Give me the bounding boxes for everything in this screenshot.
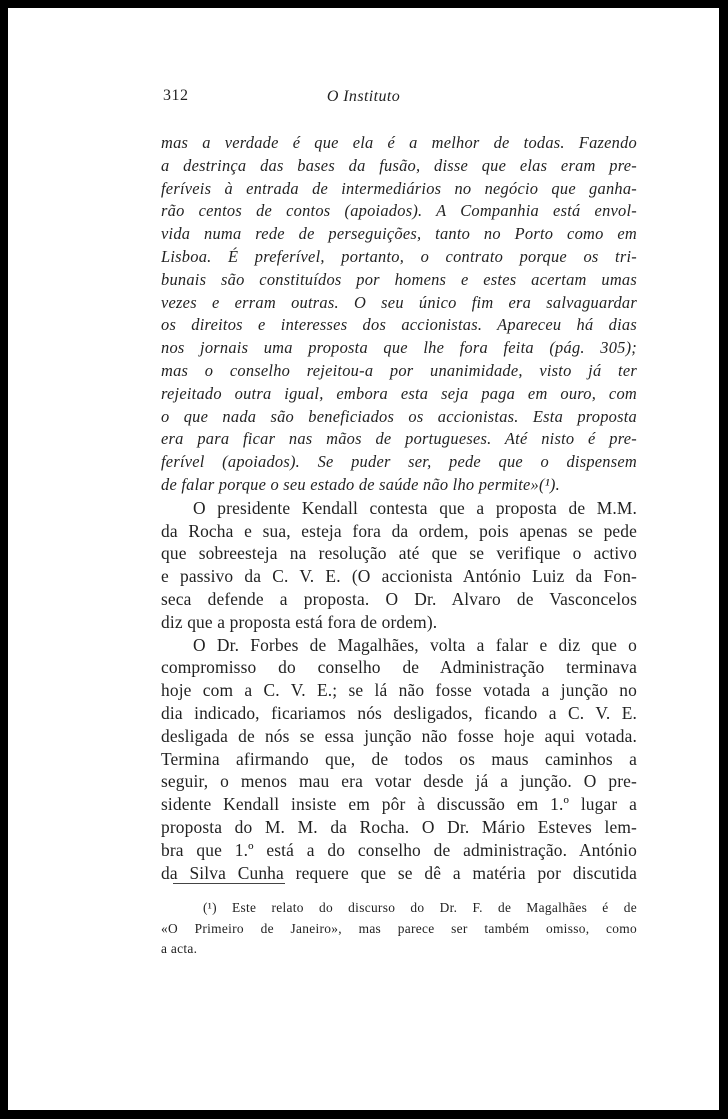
text-line: O presidente Kendall contesta que a proposta de M.M. [193,497,637,518]
text-line: rejeitado outra igual, embora esta seja paga em ouro, com [161,383,637,403]
text-line: proposta do M. M. da Rocha. O Dr. Mário Esteves lem- [161,816,637,837]
text-line: seguir, o menos mau era votar desde já a junção. O pre- [161,771,637,792]
text-line: e passivo da C. V. E. (O accionista António Luiz da Fon- [161,566,637,587]
text-line: desligada de nós se essa junção não fosse hoje aqui votada. [161,725,637,746]
body-text [161,132,637,884]
text-line: rão centos de contos (apoiados). A Companhia está envol- [161,201,637,221]
footnote-separator [173,883,285,884]
text-line: compromisso do conselho de Administração terminava [161,657,637,678]
page-number: 312 [163,87,189,104]
text-line: era para ficar nas mãos de portugueses. Até nisto é pre- [161,429,637,449]
text-line: da Silva Cunha requere que se dê a matéria por discutida [161,862,637,883]
text-line: dia indicado, ficariamos nós desligados, ficando a C. V. E. [161,702,637,723]
text-line: Lisboa. É preferível, portanto, o contrato porque os tri- [161,246,637,266]
footnote-line: (¹) Este relato do discurso do Dr. F. de Magalhães é de [203,900,637,915]
text-line: vezes e erram outras. O seu único fim era salvaguardar [161,292,637,312]
text-line: ferível (apoiados). Se puder ser, pede que o dispensem [161,452,637,472]
text-line: bunais são constituídos por homens e estes acertam umas [161,269,637,289]
text-line: mas o conselho rejeitou-a por unanimidade, visto já ter [161,360,637,380]
footnote-line: a acta. [161,941,198,956]
book-page [8,8,719,1110]
text-line: Termina afirmando que, de todos os maus caminhos a [161,748,637,769]
text-line: sidente Kendall insiste em pôr à discussão em 1.º lugar a [161,794,637,815]
text-line: bra que 1.º está a do conselho de administração. António [161,839,637,860]
text-line: nos jornais uma proposta que lhe fora feita (pág. 305); [161,338,637,358]
text-line: da Rocha e sua, esteja fora da ordem, pois apenas se pede [161,520,637,541]
text-line: vida numa rede de perseguições, tanto no Porto como em [161,224,637,244]
text-line: de falar porque o seu estado de saúde não lho permite»(¹). [161,474,560,494]
text-line: feríveis à entrada de intermediários no negócio que ganha- [161,178,637,198]
text-line: hoje com a C. V. E.; se lá não fosse votada a junção no [161,680,637,701]
footnote [161,898,637,960]
page-header [8,87,719,109]
text-line: os direitos e interesses dos accionistas. Apareceu há dias [161,315,637,335]
text-line: o que nada são beneficiados os accionistas. Esta proposta [161,406,637,426]
text-line: a destrinça das bases da fusão, disse que elas eram pre- [161,155,637,175]
footnote-line: «O Primeiro de Janeiro», mas parece ser também omisso, como [161,920,637,936]
text-line: que sobreesteja na resolução até que se verifique o activo [161,543,637,564]
text-line: diz que a proposta está fora de ordem). [161,611,438,632]
text-line: mas a verdade é que ela é a melhor de todas. Fazendo [161,133,637,152]
text-line: seca defende a proposta. O Dr. Alvaro de Vasconcelos [161,588,637,609]
text-line: O Dr. Forbes de Magalhães, volta a falar e diz que o [193,634,637,655]
running-title: O Instituto [326,88,401,105]
